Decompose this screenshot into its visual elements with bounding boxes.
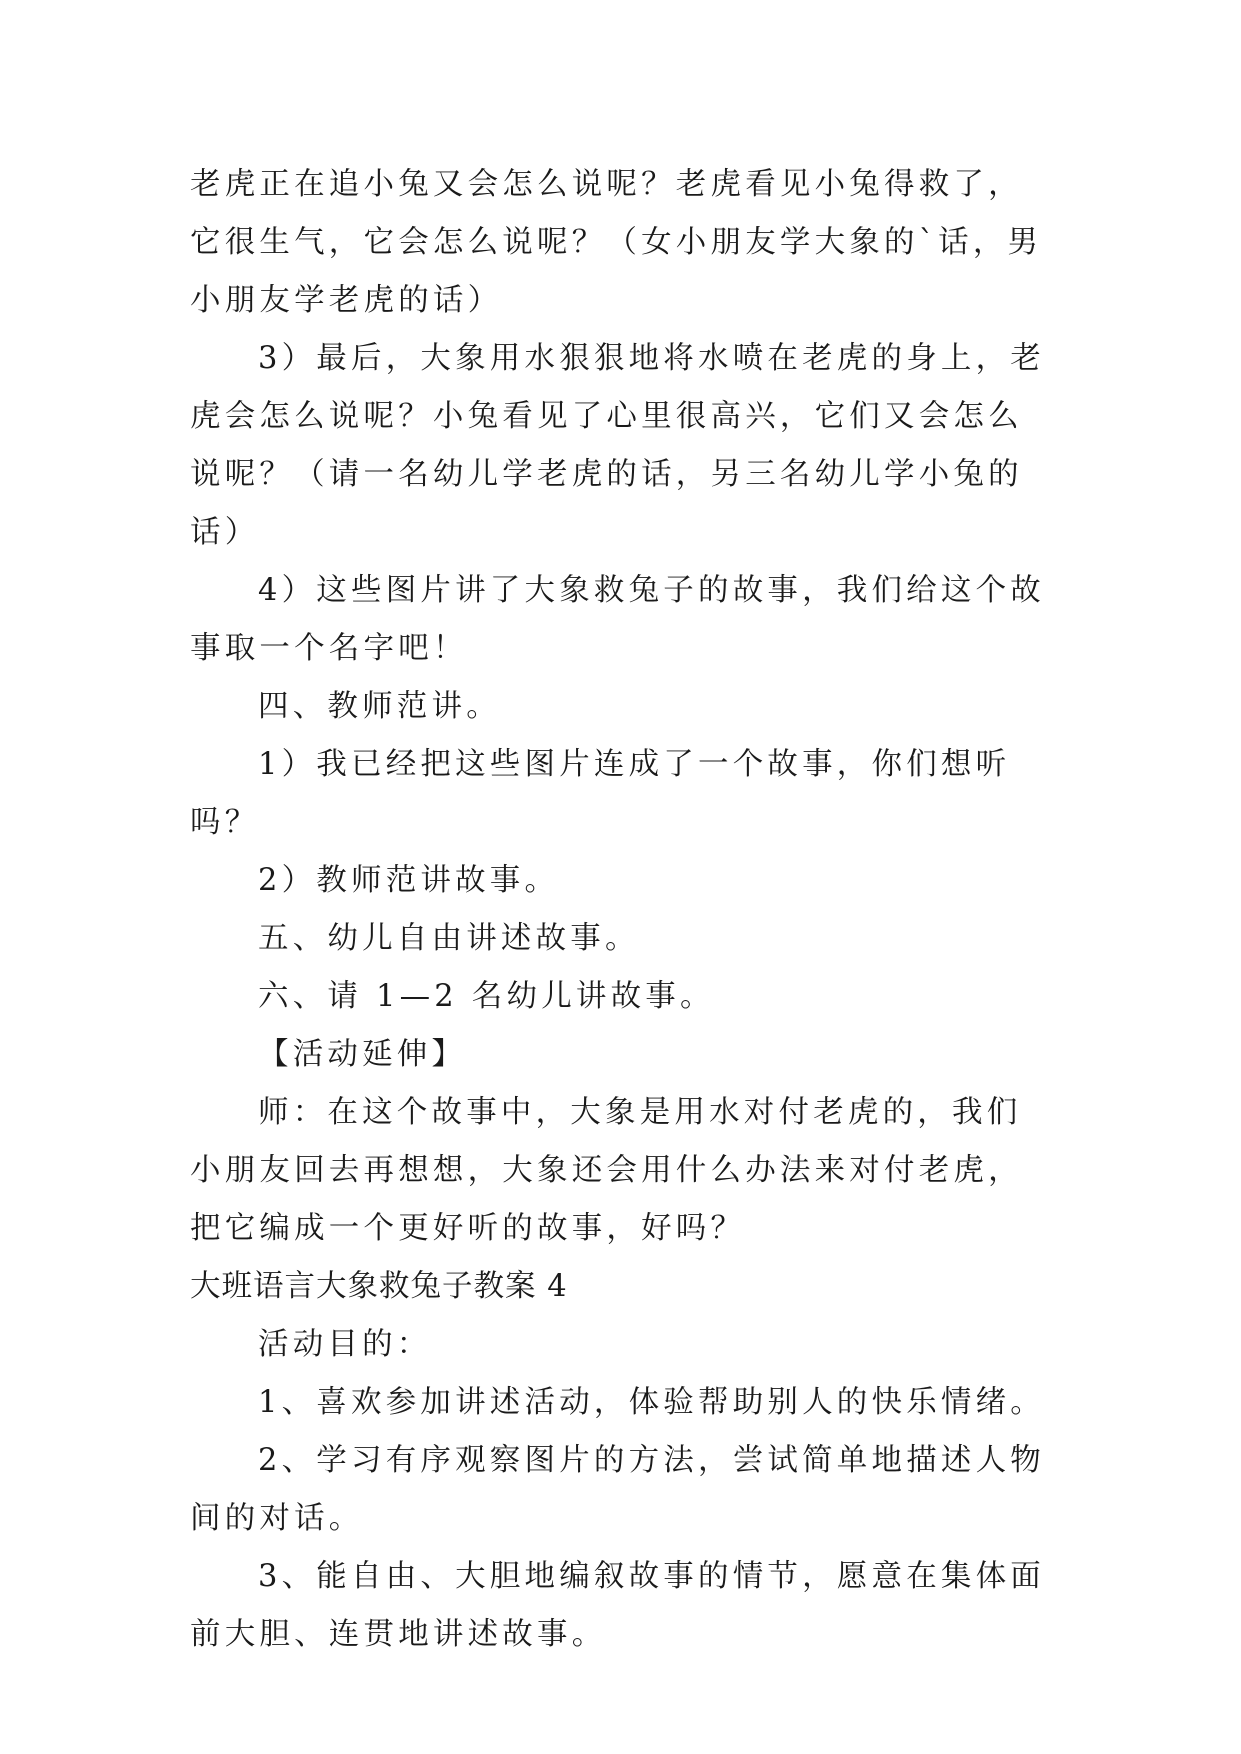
paragraph: 六、请 1—2 名幼儿讲故事。 — [258, 979, 715, 1014]
paragraph: 【活动延伸】 — [258, 1037, 467, 1072]
paragraph: 1）我已经把这些图片连成了一个故事，你们想听吗？ — [190, 747, 1011, 840]
paragraph: 4）这些图片讲了大象救兔子的故事，我们给这个故事取一个名字吧！ — [190, 573, 1046, 666]
section-title: 大班语言大象救兔子教案 4 — [190, 1269, 568, 1304]
paragraph: 3、能自由、大胆地编叙故事的情节，愿意在集体面前大胆、连贯地讲述故事。 — [190, 1559, 1046, 1652]
paragraph: 五、幼儿自由讲述故事。 — [258, 921, 640, 956]
paragraph: 1、喜欢参加讲述活动，体验帮助别人的快乐情绪。 — [258, 1385, 1046, 1420]
paragraph: 师：在这个故事中，大象是用水对付老虎的，我们小朋友回去再想想，大象还会用什么办法来对付老虎，把它编成一个更好听的故事，好吗？ — [190, 1095, 1023, 1246]
paragraph: 老虎正在追小兔又会怎么说呢？老虎看见小兔得救了，它很生气，它会怎么说呢？（女小朋友学大象的`话，男小朋友学老虎的话） — [190, 167, 1043, 318]
paragraph: 3）最后，大象用水狠狠地将水喷在老虎的身上，老虎会怎么说呢？小兔看见了心里很高兴，它们又会怎么说呢？（请一名幼儿学老虎的话，另三名幼儿学小兔的话） — [190, 341, 1046, 550]
paragraph: 四、教师范讲。 — [258, 689, 501, 724]
paragraph: 2）教师范讲故事。 — [258, 863, 560, 898]
paragraph: 2、学习有序观察图片的方法，尝试简单地描述人物间的对话。 — [190, 1443, 1046, 1536]
paragraph: 活动目的： — [258, 1327, 432, 1362]
document-body — [190, 156, 1050, 1664]
